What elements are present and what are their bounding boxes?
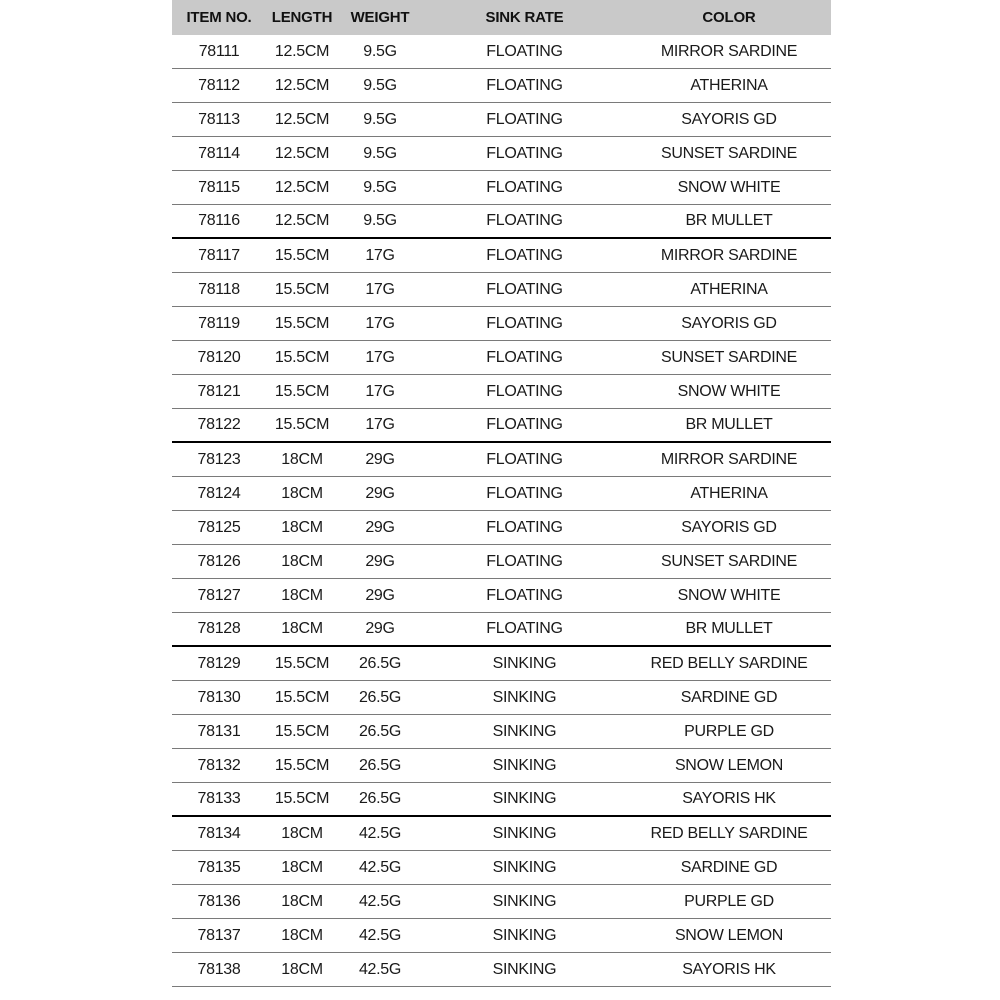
cell-weight: 17G: [338, 409, 422, 443]
table-row: [172, 511, 831, 545]
cell-length: 15.5CM: [266, 783, 338, 817]
table-row: [172, 307, 831, 341]
cell-sink-rate: SINKING: [422, 681, 627, 715]
cell-item-no: 78120: [172, 341, 266, 375]
cell-item-no: 78119: [172, 307, 266, 341]
cell-item-no: 78129: [172, 646, 266, 681]
table-row: [172, 885, 831, 919]
cell-color: ATHERINA: [627, 273, 831, 307]
cell-sink-rate: SINKING: [422, 783, 627, 817]
cell-color: SAYORIS HK: [627, 953, 831, 987]
cell-weight: 17G: [338, 307, 422, 341]
cell-item-no: 78137: [172, 919, 266, 953]
cell-length: 15.5CM: [266, 409, 338, 443]
table-row: [172, 783, 831, 817]
cell-weight: 9.5G: [338, 69, 422, 103]
cell-sink-rate: FLOATING: [422, 579, 627, 613]
cell-sink-rate: FLOATING: [422, 545, 627, 579]
cell-color: SARDINE GD: [627, 681, 831, 715]
cell-length: 18CM: [266, 613, 338, 647]
cell-length: 18CM: [266, 919, 338, 953]
cell-item-no: 78132: [172, 749, 266, 783]
cell-sink-rate: SINKING: [422, 715, 627, 749]
cell-item-no: 78112: [172, 69, 266, 103]
cell-sink-rate: FLOATING: [422, 409, 627, 443]
cell-color: RED BELLY SARDINE: [627, 646, 831, 681]
cell-color: SNOW WHITE: [627, 171, 831, 205]
cell-color: ATHERINA: [627, 69, 831, 103]
cell-item-no: 78128: [172, 613, 266, 647]
cell-item-no: 78123: [172, 442, 266, 477]
cell-sink-rate: FLOATING: [422, 341, 627, 375]
cell-sink-rate: FLOATING: [422, 137, 627, 171]
cell-item-no: 78135: [172, 851, 266, 885]
table-row: [172, 341, 831, 375]
cell-sink-rate: FLOATING: [422, 613, 627, 647]
cell-sink-rate: FLOATING: [422, 205, 627, 239]
cell-weight: 42.5G: [338, 851, 422, 885]
cell-color: SAYORIS GD: [627, 103, 831, 137]
header-item-no: ITEM NO.: [172, 0, 266, 35]
cell-color: PURPLE GD: [627, 885, 831, 919]
cell-item-no: 78111: [172, 35, 266, 69]
cell-sink-rate: FLOATING: [422, 477, 627, 511]
table-body: [172, 35, 831, 987]
cell-item-no: 78138: [172, 953, 266, 987]
cell-length: 15.5CM: [266, 749, 338, 783]
cell-sink-rate: FLOATING: [422, 442, 627, 477]
cell-weight: 17G: [338, 238, 422, 273]
cell-length: 18CM: [266, 579, 338, 613]
table-row: [172, 137, 831, 171]
cell-color: SUNSET SARDINE: [627, 137, 831, 171]
table-row: [172, 749, 831, 783]
cell-weight: 9.5G: [338, 171, 422, 205]
table-row: [172, 442, 831, 477]
table-row: [172, 205, 831, 239]
table-row: [172, 35, 831, 69]
table-row: [172, 579, 831, 613]
cell-length: 12.5CM: [266, 103, 338, 137]
table-row: [172, 919, 831, 953]
cell-color: SAYORIS GD: [627, 307, 831, 341]
cell-color: SNOW LEMON: [627, 749, 831, 783]
cell-color: SARDINE GD: [627, 851, 831, 885]
cell-color: BR MULLET: [627, 409, 831, 443]
cell-length: 18CM: [266, 851, 338, 885]
cell-color: RED BELLY SARDINE: [627, 816, 831, 851]
cell-item-no: 78127: [172, 579, 266, 613]
cell-color: SAYORIS GD: [627, 511, 831, 545]
cell-sink-rate: SINKING: [422, 885, 627, 919]
cell-weight: 26.5G: [338, 749, 422, 783]
cell-item-no: 78125: [172, 511, 266, 545]
cell-color: MIRROR SARDINE: [627, 442, 831, 477]
cell-sink-rate: FLOATING: [422, 35, 627, 69]
cell-sink-rate: FLOATING: [422, 375, 627, 409]
cell-weight: 26.5G: [338, 681, 422, 715]
cell-sink-rate: FLOATING: [422, 103, 627, 137]
cell-item-no: 78134: [172, 816, 266, 851]
cell-item-no: 78114: [172, 137, 266, 171]
cell-sink-rate: SINKING: [422, 816, 627, 851]
cell-item-no: 78121: [172, 375, 266, 409]
cell-color: BR MULLET: [627, 613, 831, 647]
cell-length: 18CM: [266, 477, 338, 511]
table-row: [172, 715, 831, 749]
cell-length: 12.5CM: [266, 69, 338, 103]
table-row: [172, 953, 831, 987]
cell-item-no: 78133: [172, 783, 266, 817]
cell-color: ATHERINA: [627, 477, 831, 511]
cell-weight: 42.5G: [338, 919, 422, 953]
table-row: [172, 409, 831, 443]
cell-sink-rate: SINKING: [422, 851, 627, 885]
cell-sink-rate: SINKING: [422, 749, 627, 783]
cell-weight: 26.5G: [338, 715, 422, 749]
cell-item-no: 78118: [172, 273, 266, 307]
cell-length: 18CM: [266, 816, 338, 851]
cell-color: SAYORIS HK: [627, 783, 831, 817]
cell-weight: 26.5G: [338, 783, 422, 817]
cell-length: 15.5CM: [266, 681, 338, 715]
cell-length: 15.5CM: [266, 715, 338, 749]
cell-color: MIRROR SARDINE: [627, 238, 831, 273]
cell-length: 12.5CM: [266, 137, 338, 171]
table-row: [172, 851, 831, 885]
cell-weight: 29G: [338, 442, 422, 477]
cell-item-no: 78131: [172, 715, 266, 749]
cell-sink-rate: FLOATING: [422, 511, 627, 545]
cell-weight: 29G: [338, 613, 422, 647]
cell-length: 18CM: [266, 511, 338, 545]
cell-length: 18CM: [266, 953, 338, 987]
cell-length: 12.5CM: [266, 35, 338, 69]
table-header-row: [172, 0, 831, 35]
cell-item-no: 78136: [172, 885, 266, 919]
table-row: [172, 477, 831, 511]
cell-item-no: 78122: [172, 409, 266, 443]
cell-sink-rate: SINKING: [422, 646, 627, 681]
cell-length: 15.5CM: [266, 646, 338, 681]
cell-length: 15.5CM: [266, 307, 338, 341]
cell-weight: 17G: [338, 375, 422, 409]
cell-item-no: 78115: [172, 171, 266, 205]
table-row: [172, 646, 831, 681]
cell-length: 15.5CM: [266, 273, 338, 307]
cell-item-no: 78124: [172, 477, 266, 511]
cell-sink-rate: FLOATING: [422, 238, 627, 273]
table-row: [172, 273, 831, 307]
cell-weight: 29G: [338, 511, 422, 545]
cell-sink-rate: FLOATING: [422, 171, 627, 205]
cell-weight: 9.5G: [338, 205, 422, 239]
table-row: [172, 103, 831, 137]
cell-weight: 9.5G: [338, 103, 422, 137]
cell-length: 15.5CM: [266, 341, 338, 375]
cell-weight: 17G: [338, 341, 422, 375]
cell-weight: 9.5G: [338, 137, 422, 171]
cell-sink-rate: FLOATING: [422, 69, 627, 103]
cell-item-no: 78126: [172, 545, 266, 579]
table-row: [172, 613, 831, 647]
cell-length: 15.5CM: [266, 375, 338, 409]
cell-length: 18CM: [266, 442, 338, 477]
cell-color: MIRROR SARDINE: [627, 35, 831, 69]
product-spec-table: [172, 0, 831, 987]
header-weight: WEIGHT: [338, 0, 422, 35]
cell-weight: 42.5G: [338, 953, 422, 987]
cell-item-no: 78117: [172, 238, 266, 273]
table-row: [172, 171, 831, 205]
cell-length: 12.5CM: [266, 205, 338, 239]
cell-item-no: 78130: [172, 681, 266, 715]
cell-weight: 29G: [338, 545, 422, 579]
cell-length: 18CM: [266, 545, 338, 579]
table-row: [172, 681, 831, 715]
cell-weight: 26.5G: [338, 646, 422, 681]
table-row: [172, 69, 831, 103]
cell-length: 18CM: [266, 885, 338, 919]
cell-weight: 42.5G: [338, 816, 422, 851]
cell-color: SNOW WHITE: [627, 579, 831, 613]
cell-weight: 29G: [338, 579, 422, 613]
table-row: [172, 816, 831, 851]
cell-color: BR MULLET: [627, 205, 831, 239]
cell-weight: 9.5G: [338, 35, 422, 69]
table-row: [172, 545, 831, 579]
cell-length: 15.5CM: [266, 238, 338, 273]
cell-weight: 17G: [338, 273, 422, 307]
table-row: [172, 238, 831, 273]
header-color: COLOR: [627, 0, 831, 35]
cell-item-no: 78113: [172, 103, 266, 137]
cell-color: SUNSET SARDINE: [627, 341, 831, 375]
cell-color: PURPLE GD: [627, 715, 831, 749]
cell-item-no: 78116: [172, 205, 266, 239]
cell-weight: 42.5G: [338, 885, 422, 919]
cell-sink-rate: FLOATING: [422, 273, 627, 307]
cell-sink-rate: SINKING: [422, 953, 627, 987]
cell-sink-rate: SINKING: [422, 919, 627, 953]
cell-color: SUNSET SARDINE: [627, 545, 831, 579]
cell-length: 12.5CM: [266, 171, 338, 205]
header-sink-rate: SINK RATE: [422, 0, 627, 35]
cell-weight: 29G: [338, 477, 422, 511]
cell-color: SNOW LEMON: [627, 919, 831, 953]
header-length: LENGTH: [266, 0, 338, 35]
cell-sink-rate: FLOATING: [422, 307, 627, 341]
table-row: [172, 375, 831, 409]
cell-color: SNOW WHITE: [627, 375, 831, 409]
